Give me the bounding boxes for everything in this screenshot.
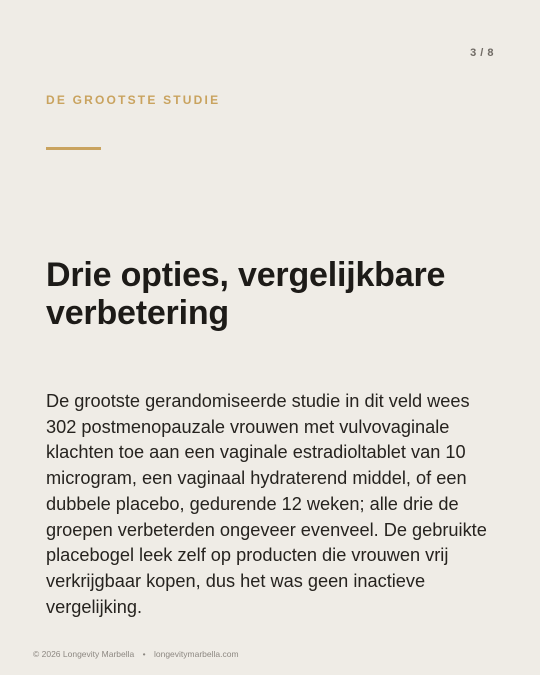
footer-website-link[interactable]: longevitymarbella.com [153,649,239,659]
slide-body-text: De grootste gerandomiseerde studie in dit veld wees 302 postmenopauzale vrouwen met vulvovaginale klachten toe aan een vaginale estradioltablet van 10 microgram, een vaginaal hydraterend middel, of een dubbele placebo, gedurende 12 weken; alle drie de groepen verbeterden ongeveer evenveel. De gebruikte placebogel leek zelf op producten die vrouwen vrij verkrijgbaar kopen, dus het was geen inactieve vergelijking. [46,391,487,617]
footer-separator: • [142,649,146,659]
section-eyebrow: DE GROOTSTE STUDIE [46,93,221,107]
page-counter: 3 / 8 [470,47,494,59]
slide-headline: Drie opties, vergelijkbare verbetering [46,256,446,332]
accent-rule [46,147,101,150]
footer-copyright: © 2026 Longevity Marbella [33,649,135,659]
footer [33,649,239,659]
